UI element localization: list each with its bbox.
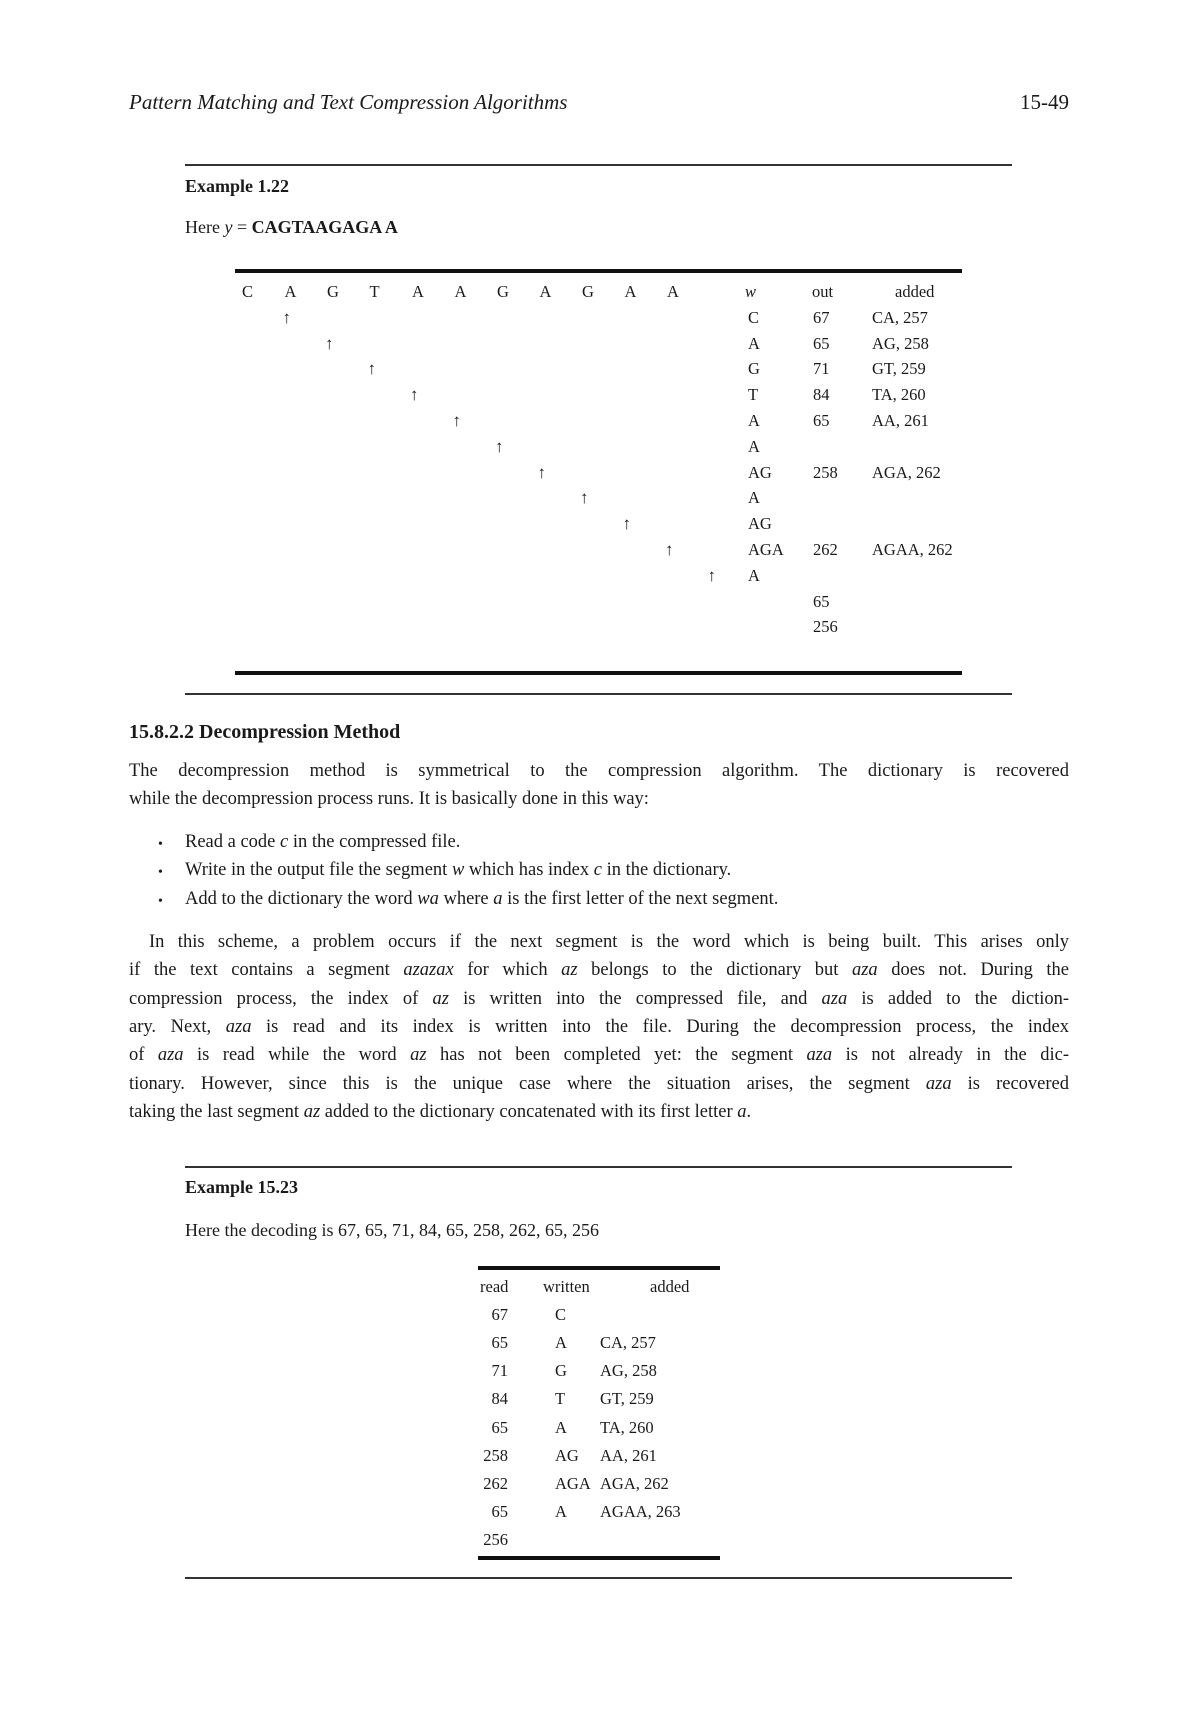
sequence-letter: A	[667, 282, 679, 301]
cell-written: C	[555, 1305, 567, 1325]
text-run: is recovered	[951, 1073, 1069, 1094]
example-2-intro: Here the decoding is 67, 65, 71, 84, 65, 258, 262, 65, 256	[185, 1220, 599, 1240]
text-run: is written into the compressed file, and	[448, 988, 822, 1009]
text-run: added to the dictionary concatenated with its first letter	[320, 1101, 738, 1122]
table-top-rule	[235, 269, 962, 273]
text-run: taking the last segment	[129, 1101, 304, 1122]
bullet-icon: •	[158, 893, 163, 909]
cell-added: AG, 258	[600, 1361, 657, 1381]
text-run: belongs to the dictionary but	[577, 960, 852, 981]
cell-read: 65	[491, 1333, 508, 1353]
cell-out: 71	[813, 359, 830, 379]
italic-math-text: az	[303, 1101, 321, 1122]
text-run: in the dictionary.	[601, 860, 732, 881]
cell-read: 258	[483, 1445, 508, 1465]
cell-written: A	[555, 1333, 567, 1353]
page-number: 15-49	[1020, 90, 1069, 114]
example-2-title: Example 15.23	[185, 1177, 299, 1197]
cell-added: AA, 261	[600, 1445, 657, 1465]
italic-math-text: az	[410, 1045, 427, 1066]
sequence-letter: T	[369, 282, 380, 301]
cell-w: G	[748, 359, 760, 379]
up-arrow-icon: ↑	[282, 307, 291, 327]
italic-math-text: c	[593, 860, 602, 881]
text-run: tionary. However, since this is the unique case where the situation arises, the segment	[129, 1073, 926, 1094]
text-run: In this scheme, a problem occurs if the next segment is the word which is being built. This arises only	[149, 932, 1069, 952]
up-arrow-icon: ↑	[580, 488, 589, 508]
cell-written: A	[555, 1417, 567, 1437]
cell-written: T	[555, 1389, 566, 1409]
bold-text: CAGTAAGAGA A	[251, 217, 398, 237]
sequence-letter: A	[284, 282, 297, 301]
text-run: Read a code	[185, 832, 281, 852]
text-run: while the decompression process runs. It is basically done in this way:	[129, 789, 649, 810]
text-run: where	[438, 888, 494, 909]
bullet-text	[185, 832, 460, 853]
cell-w: C	[748, 307, 760, 327]
text-line	[129, 789, 1069, 810]
text-run: The decompression method is symmetrical to the compression algorithm. The dictionary is recovered	[129, 761, 1069, 781]
text-run: ary. Next,	[129, 1016, 226, 1037]
column-header-read: read	[480, 1277, 509, 1296]
cell-added: AG, 258	[872, 333, 929, 353]
cell-w: AG	[748, 462, 772, 482]
bullet-icon: •	[158, 837, 163, 852]
text-run: has not been completed yet: the segment	[426, 1045, 807, 1066]
text-run: .	[746, 1101, 752, 1122]
text-run: is not already in the dic-	[832, 1045, 1069, 1066]
text-line	[129, 1045, 1069, 1066]
text-line	[129, 989, 1069, 1010]
italic-math-text: aza	[821, 988, 848, 1009]
cell-out: 258	[813, 462, 838, 482]
column-header-w: w	[745, 282, 757, 301]
cell-read: 256	[483, 1529, 508, 1549]
text-line	[129, 932, 1069, 953]
cell-out: 256	[813, 617, 838, 637]
sequence-letter: A	[454, 282, 467, 301]
cell-written: G	[555, 1361, 567, 1381]
sequence-letter: G	[582, 282, 594, 301]
cell-w: AGA	[748, 540, 784, 559]
text-run: of	[129, 1045, 158, 1066]
cell-w: A	[748, 488, 760, 508]
italic-math-text: azazax	[403, 960, 454, 981]
text-run: in the compressed file.	[288, 832, 461, 852]
italic-math-text: az	[561, 960, 578, 981]
cell-added: CA, 257	[872, 307, 928, 327]
sequence-letter: A	[412, 282, 424, 301]
cell-added: AGAA, 263	[600, 1501, 681, 1521]
example-top-rule	[185, 1166, 1012, 1168]
column-header-written: written	[543, 1277, 590, 1296]
cell-w: A	[748, 411, 760, 430]
column-header-added: added	[650, 1277, 690, 1296]
cell-out: 65	[813, 411, 830, 430]
up-arrow-icon: ↑	[325, 333, 334, 353]
text-run: does not. During the	[877, 960, 1069, 981]
cell-read: 262	[483, 1473, 508, 1493]
cell-read: 67	[491, 1305, 508, 1325]
text-run: for which	[453, 960, 562, 981]
cell-written: A	[555, 1501, 567, 1521]
bullet-text	[185, 860, 731, 881]
cell-added: CA, 257	[600, 1333, 656, 1353]
sequence-letter: A	[624, 282, 637, 301]
table-top-rule	[478, 1266, 720, 1270]
text-run: is the first letter of the next segment.	[502, 888, 779, 909]
text-run: Here	[185, 217, 225, 237]
table-bottom-rule	[235, 671, 962, 675]
cell-added: GT, 259	[600, 1389, 654, 1409]
up-arrow-icon: ↑	[707, 565, 716, 585]
column-header-added: added	[895, 282, 935, 301]
text-run: if the text contains a segment	[129, 960, 404, 981]
cell-w: A	[748, 565, 760, 585]
cell-added: AGA, 262	[600, 1473, 669, 1493]
bullet-text	[185, 889, 778, 910]
up-arrow-icon: ↑	[410, 385, 419, 405]
italic-math-text: wa	[417, 888, 439, 909]
up-arrow-icon: ↑	[622, 514, 631, 534]
example-top-rule	[185, 164, 1012, 166]
sequence-letter: G	[327, 282, 339, 301]
up-arrow-icon: ↑	[665, 540, 674, 559]
sequence-letter: G	[497, 282, 509, 301]
cell-out: 262	[813, 540, 838, 559]
cell-w: A	[748, 333, 760, 353]
sequence-letter: C	[242, 282, 254, 301]
table-bottom-rule	[478, 1556, 720, 1560]
up-arrow-icon: ↑	[367, 359, 376, 379]
cell-added: TA, 260	[872, 385, 926, 405]
cell-added: AGAA, 262	[872, 540, 953, 559]
cell-read: 71	[491, 1361, 508, 1381]
text-line	[129, 960, 1069, 981]
text-run: is read and its index is written into the file. During the decompression process, the index	[251, 1016, 1069, 1037]
text-line	[129, 761, 1069, 782]
cell-w: AG	[748, 514, 772, 534]
italic-math-text: aza	[851, 960, 878, 981]
italic-math-text: aza	[157, 1045, 184, 1066]
cell-read: 84	[491, 1389, 508, 1409]
text-run: Write in the output file the segment	[185, 860, 452, 881]
up-arrow-icon: ↑	[537, 462, 546, 482]
italic-math-text: a	[493, 888, 503, 909]
italic-math-text: aza	[806, 1045, 833, 1066]
italic-math-text: w	[451, 860, 465, 881]
up-arrow-icon: ↑	[495, 436, 504, 456]
text-run: Add to the dictionary the word	[185, 888, 418, 909]
cell-w: T	[748, 385, 759, 405]
cell-out: 65	[813, 333, 830, 353]
example-bottom-rule	[185, 693, 1012, 695]
cell-written: AG	[555, 1445, 579, 1465]
section-heading: 15.8.2.2 Decompression Method	[129, 721, 401, 743]
up-arrow-icon: ↑	[452, 411, 461, 430]
italic-math-text: aza	[225, 1016, 252, 1037]
cell-out: 65	[813, 591, 830, 611]
example-1-intro	[185, 217, 398, 238]
running-header-title: Pattern Matching and Text Compression Algorithms	[129, 90, 568, 114]
bullet-icon: •	[158, 865, 163, 881]
italic-math-text: az	[432, 988, 449, 1009]
example-bottom-rule	[185, 1577, 1012, 1579]
cell-read: 65	[491, 1501, 508, 1521]
text-run: compression process, the index of	[129, 988, 433, 1009]
cell-read: 65	[491, 1417, 508, 1437]
cell-added: AGA, 262	[872, 462, 941, 482]
text-run: is added to the diction-	[847, 988, 1070, 1009]
text-run: which has index	[464, 860, 594, 881]
sequence-letter: A	[539, 282, 552, 301]
column-header-out: out	[812, 282, 834, 301]
text-line	[129, 1102, 1069, 1123]
italic-math-text: y	[224, 217, 233, 237]
italic-math-text: aza	[925, 1073, 952, 1094]
cell-written: AGA	[555, 1473, 591, 1493]
text-run: =	[232, 217, 252, 237]
text-run: is read while the word	[183, 1045, 411, 1066]
italic-math-text: c	[280, 832, 289, 852]
cell-out: 84	[813, 385, 830, 405]
cell-added: GT, 259	[872, 359, 926, 379]
cell-added: TA, 260	[600, 1417, 654, 1437]
cell-added: AA, 261	[872, 411, 929, 430]
italic-math-text: a	[737, 1101, 747, 1122]
example-1-title: Example 1.22	[185, 176, 290, 196]
text-line	[129, 1017, 1069, 1038]
text-line	[129, 1074, 1069, 1095]
cell-out: 67	[813, 307, 830, 327]
cell-w: A	[748, 436, 760, 456]
